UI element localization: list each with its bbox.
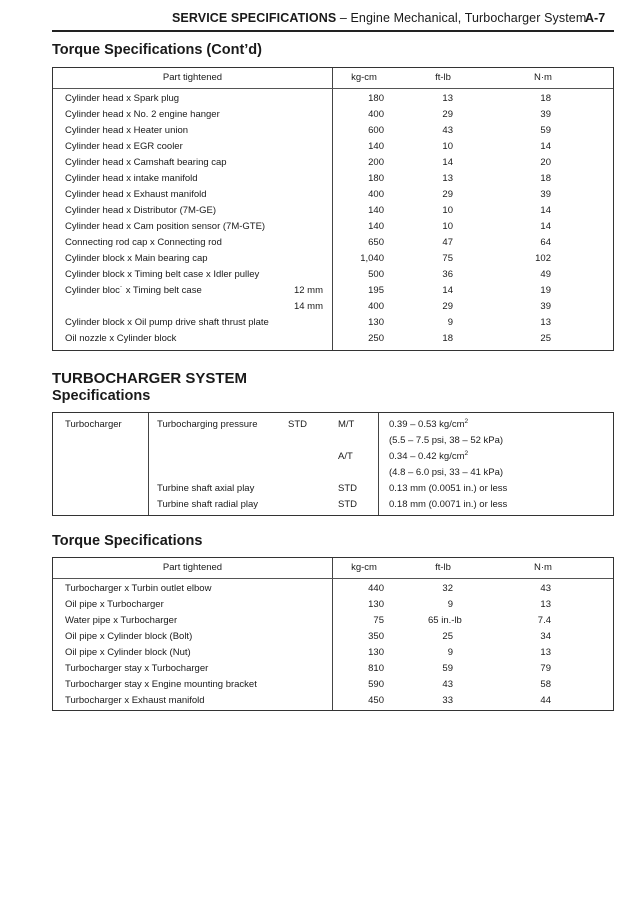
table-row: [53, 613, 613, 629]
section-subtitle: – Engine Mechanical, Turbocharger System: [336, 11, 587, 25]
nm-value: 13: [540, 599, 551, 610]
spec-value: [389, 449, 468, 465]
table-row: [53, 123, 613, 139]
part-name: Oil pipe x Cylinder block (Nut): [65, 647, 191, 658]
ftlb-value: 33: [442, 695, 453, 706]
part-name: Turbocharger stay x Turbocharger: [65, 663, 209, 674]
nm-value: 49: [540, 269, 551, 280]
spec-value: 0.13 mm (0.0051 in.) or less: [389, 483, 508, 494]
header-rule: [52, 30, 614, 32]
spec-condition: A/T: [338, 451, 353, 462]
col-header-kgcm: kg-cm: [351, 562, 377, 573]
ftlb-value: 10: [442, 205, 453, 216]
ftlb-value: 47: [442, 237, 453, 248]
torque-turbo-title: Torque Specifications: [52, 533, 203, 549]
part-name: Cylinder head x Distributor (7M-GE): [65, 205, 216, 216]
kgcm-value: 200: [368, 157, 384, 168]
kgcm-value: 810: [368, 663, 384, 674]
kgcm-value: 400: [368, 301, 384, 312]
spec-value: [389, 417, 468, 433]
torque-turbo-table: [52, 557, 614, 711]
nm-value: 13: [540, 317, 551, 328]
kgcm-value: 450: [368, 695, 384, 706]
kgcm-value: 350: [368, 631, 384, 642]
ftlb-value: 75: [442, 253, 453, 264]
table-row: [53, 315, 613, 331]
turbo-specs-title: Specifications: [52, 388, 151, 404]
spec-std: STD: [288, 419, 307, 430]
table-row: [53, 203, 613, 219]
part-name: Cylinder head x Camshaft bearing cap: [65, 157, 227, 168]
part-name: Cylinder head x Exhaust manifold: [65, 189, 207, 200]
table-row: [53, 581, 613, 597]
section-name: SERVICE SPECIFICATIONS: [172, 11, 337, 25]
nm-value: 58: [540, 679, 551, 690]
page-number: A-7: [585, 11, 606, 25]
part-name: Cylinder block x Oil pump drive shaft thrust plate: [65, 317, 269, 328]
nm-value: 19: [540, 285, 551, 296]
kgcm-value: 440: [368, 583, 384, 594]
nm-value: 25: [540, 333, 551, 344]
ftlb-value: 9: [447, 647, 453, 658]
spec-row: [53, 481, 613, 497]
ftlb-value: 10: [442, 141, 453, 152]
nm-value: 64: [540, 237, 551, 248]
part-name: Cylinder head x Heater union: [65, 125, 189, 136]
table-row: [53, 219, 613, 235]
ftlb-value: 10: [442, 221, 453, 232]
spec-condition: M/T: [338, 419, 355, 430]
spec-condition: STD: [338, 483, 357, 494]
header-divider: [53, 88, 613, 89]
spec-row: [53, 497, 613, 513]
nm-value: 14: [540, 205, 551, 216]
part-name: Cylinder head x Spark plug: [65, 93, 180, 104]
nm-value: 39: [540, 109, 551, 120]
kgcm-value: 590: [368, 679, 384, 690]
table-row: [53, 187, 613, 203]
part-name: Oil pipe x Cylinder block (Bolt): [65, 631, 193, 642]
nm-value: 7.4: [537, 615, 551, 626]
torque-contd-title: Torque Specifications (Cont’d): [52, 42, 262, 58]
kgcm-value: 250: [368, 333, 384, 344]
table-row: [53, 267, 613, 283]
part-name: Water pipe x Turbocharger: [65, 615, 178, 626]
superscript: 2: [464, 417, 469, 425]
kgcm-value: 140: [368, 221, 384, 232]
kgcm-value: 140: [368, 141, 384, 152]
table-row: [53, 299, 613, 315]
nm-value: 102: [535, 253, 551, 264]
ftlb-value: 18: [442, 333, 453, 344]
nm-value: 39: [540, 301, 551, 312]
superscript: 2: [464, 449, 469, 457]
part-name: Cylinder block x Timing belt case x Idler pulley: [65, 269, 260, 280]
nm-value: 20: [540, 157, 551, 168]
page-header-title: [172, 11, 586, 25]
spec-value-text: 0.39 – 0.53 kg/cm: [389, 419, 465, 430]
part-name: Cylinder head x EGR cooler: [65, 141, 183, 152]
col-header-nm: N·m: [534, 562, 552, 573]
table-row: [53, 677, 613, 693]
torque-contd-table: [52, 67, 614, 351]
ftlb-value: 13: [442, 93, 453, 104]
nm-value: 44: [540, 695, 551, 706]
spec-row: [53, 417, 613, 433]
spec-row: [53, 449, 613, 465]
part-name: Connecting rod cap x Connecting rod: [65, 237, 222, 248]
col-header-part: Part tightened: [162, 562, 223, 573]
spec-item: Turbocharging pressure: [157, 419, 258, 430]
ftlb-value: 65 in.-lb: [428, 615, 462, 626]
spec-value-text: 0.34 – 0.42 kg/cm: [389, 451, 465, 462]
kgcm-value: 130: [368, 599, 384, 610]
col-header-ftlb: ft-lb: [435, 72, 451, 83]
table-row: [53, 107, 613, 123]
table-row: [53, 645, 613, 661]
col-header-ftlb: ft-lb: [435, 562, 451, 573]
part-name: Cylinder head x intake manifold: [65, 173, 198, 184]
ftlb-value: 36: [442, 269, 453, 280]
ftlb-value: 43: [442, 125, 453, 136]
turbo-specs-table: [52, 412, 614, 516]
table-row: [53, 171, 613, 187]
bolt-size: 12 mm: [293, 285, 323, 296]
ftlb-value: 14: [442, 157, 453, 168]
ftlb-value: 14: [442, 285, 453, 296]
part-name: Cylinder head x Cam position sensor (7M-GTE): [65, 221, 266, 232]
table-row: [53, 597, 613, 613]
bolt-size: 14 mm: [293, 301, 323, 312]
turbo-system-title: TURBOCHARGER SYSTEM: [52, 370, 248, 387]
part-name: Oil nozzle x Cylinder block: [65, 333, 177, 344]
table-row: [53, 139, 613, 155]
table-row: [53, 235, 613, 251]
spec-value: (5.5 – 7.5 psi, 38 – 52 kPa): [389, 435, 504, 446]
col-header-nm: N·m: [534, 72, 552, 83]
kgcm-value: 600: [368, 125, 384, 136]
part-name: Cylinder head x No. 2 engine hanger: [65, 109, 220, 120]
table-row: [53, 283, 613, 299]
table-row: [53, 251, 613, 267]
ftlb-value: 29: [442, 301, 453, 312]
spec-value: (4.8 – 6.0 psi, 33 – 41 kPa): [389, 467, 504, 478]
component-name: Turbocharger: [65, 419, 122, 430]
nm-value: 39: [540, 189, 551, 200]
kgcm-value: 180: [368, 173, 384, 184]
ftlb-value: 25: [442, 631, 453, 642]
part-name: Cylinder block x Main bearing cap: [65, 253, 208, 264]
ftlb-value: 13: [442, 173, 453, 184]
kgcm-value: 650: [368, 237, 384, 248]
spec-item: Turbine shaft radial play: [157, 499, 259, 510]
nm-value: 34: [540, 631, 551, 642]
ftlb-value: 59: [442, 663, 453, 674]
nm-value: 43: [540, 583, 551, 594]
kgcm-value: 140: [368, 205, 384, 216]
kgcm-value: 195: [368, 285, 384, 296]
part-name: Oil pipe x Turbocharger: [65, 599, 164, 610]
header-divider: [53, 578, 613, 579]
spec-condition: STD: [338, 499, 357, 510]
ftlb-value: 32: [442, 583, 453, 594]
nm-value: 14: [540, 141, 551, 152]
spec-item: Turbine shaft axial play: [157, 483, 255, 494]
nm-value: 13: [540, 647, 551, 658]
col-header-part: Part tightened: [162, 72, 223, 83]
nm-value: 18: [540, 93, 551, 104]
part-name: Turbocharger x Turbin outlet elbow: [65, 583, 212, 594]
kgcm-value: 130: [368, 647, 384, 658]
kgcm-value: 1,040: [360, 253, 384, 264]
table-row: [53, 91, 613, 107]
nm-value: 18: [540, 173, 551, 184]
table-row: [53, 155, 613, 171]
table-row: [53, 661, 613, 677]
ftlb-value: 43: [442, 679, 453, 690]
kgcm-value: 500: [368, 269, 384, 280]
part-name: Cylinder bloc˙ x Timing belt case: [65, 285, 202, 296]
ftlb-value: 9: [447, 317, 453, 328]
nm-value: 79: [540, 663, 551, 674]
col-header-kgcm: kg-cm: [351, 72, 377, 83]
spec-value: 0.18 mm (0.0071 in.) or less: [389, 499, 508, 510]
part-name: Turbocharger stay x Engine mounting bracket: [65, 679, 257, 690]
table-row: [53, 693, 613, 709]
ftlb-value: 9: [447, 599, 453, 610]
table-row: [53, 629, 613, 645]
ftlb-value: 29: [442, 109, 453, 120]
table-row: [53, 331, 613, 347]
kgcm-value: 400: [368, 189, 384, 200]
spec-row: [53, 465, 613, 481]
part-name: Turbocharger x Exhaust manifold: [65, 695, 205, 706]
spec-row: [53, 433, 613, 449]
nm-value: 59: [540, 125, 551, 136]
kgcm-value: 180: [368, 93, 384, 104]
ftlb-value: 29: [442, 189, 453, 200]
kgcm-value: 75: [373, 615, 384, 626]
nm-value: 14: [540, 221, 551, 232]
kgcm-value: 400: [368, 109, 384, 120]
kgcm-value: 130: [368, 317, 384, 328]
